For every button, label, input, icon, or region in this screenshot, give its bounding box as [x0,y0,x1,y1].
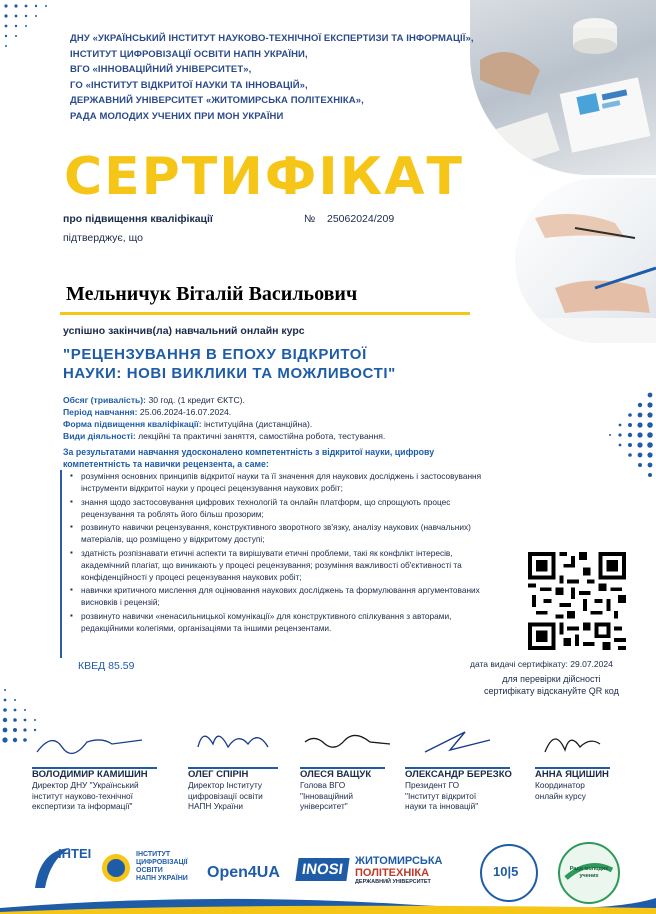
signatory-position: Голова ВГО "Інноваційний університет" [300,780,354,811]
name-underline [60,312,470,315]
volume-row [63,394,483,406]
signature-yatsyshyn [535,722,615,762]
certificate-title: СЕРТИФІКАТ [64,147,464,207]
signatory-berezko [405,722,525,812]
volume-value: 30 год. (1 кредит ЄКТС). [148,395,245,405]
signatory-position: Президент ГО "Інститут відкритої науки та інновацій" [405,780,479,811]
list-item: ▪ здатність розпізнавати етичні аспекти та вирішувати етичні проблеми, такі як конфлікт інтересів, академічний плагіат, що виникають у процесі рецензування; розуміння важливості об'єктивності та конфіденційності у процесі рецензування наукових робіт; [63,547,503,583]
ten-five-text: 10|5 [493,864,519,879]
signatory-name: ВОЛОДИМИР КАМИШИН [32,769,148,780]
course-details [63,394,483,442]
organizations-list [70,31,490,125]
young-scientists-council-logo [556,840,622,906]
signature-spirin [188,722,283,762]
recipient-name: Мельничук Віталій Васильович [66,283,358,305]
ztu-text-line: ДЕРЖАВНИЙ УНІВЕРСИТЕТ [355,879,431,885]
signatory-name: ОЛЕГ СПІРІН [188,769,249,780]
signatory-yatsyshyn [535,722,635,801]
activity-row [63,430,483,442]
ztu-text-line: ПОЛІТЕХНІКА [355,867,430,879]
ten-five-logo [478,842,540,904]
top-photo [470,0,656,175]
form-row [63,418,483,430]
signatory-position: Координатор онлайн курсу [535,780,586,801]
ztu-logo [355,855,475,885]
org-line: РАДА МОЛОДИХ УЧЕНИХ ПРИ МОН УКРАЇНИ [70,110,284,122]
confirms-text: підтверджує, що [63,232,143,244]
period-label: Період навчання: [63,407,138,417]
completed-course-text: успішно закінчив(ла) навчальний онлайн курс [63,325,305,337]
number-label: № [304,213,316,225]
handwriting-illustration [515,178,656,343]
signatory-name: ОЛЕСЯ ВАЩУК [300,769,372,780]
office-desk-illustration [470,0,656,175]
signatory-position: Директор ДНУ "Український інститут науково-технічної експертизи та інформації" [32,780,139,811]
results-heading: За результатами навчання удосконалено компетентність з відкритої науки, цифрову компетентність та навички рецензента, а саме: [63,447,435,469]
ucdo-text-line: ІНСТИТУТ [136,851,171,858]
issue-date: дата видачі сертифікату: 29.07.2024 [470,659,613,669]
signatory-name: АННА ЯЦИШИН [535,769,609,780]
verify-line: сертифікату відскануйте QR код [484,686,619,696]
ucdo-logo [100,850,205,890]
period-row [63,406,483,418]
inosi-logo: INOSI [295,858,349,881]
ucdo-text-line: ЦИФРОВІЗАЦІЇ [136,859,188,866]
form-value: інституційна (дистанційна). [203,419,313,429]
ztu-text-line: ЖИТОМИРСЬКА [355,855,443,867]
young-scientists-text: Рада молодих учених [569,866,609,879]
dots-top-left-decoration [0,0,70,70]
list-item: ▪ знання щодо застосовування цифрових технологій та онлайн платформ, що спрощують процес рецензування та роблять його більш прозорим; [63,496,503,520]
signatory-vashchuk [300,722,400,812]
ucdo-text-line: ОСВІТИ [136,867,163,874]
list-item: ▪ розвинуто навички рецензування, конструктивного зворотного зв'язку, аналізу наукових (навчальних) матеріалів, що розміщено у відкритому доступі; [63,521,503,545]
org-line: ГО «ІНСТИТУТ ВІДКРИТОЇ НАУКИ ТА ІННОВАЦІЙ», [70,79,308,91]
verify-instructions [484,673,619,697]
signatory-position: Директор Інституту цифровізації освіти НАПН України [188,780,263,811]
uintei-text: ІНТЕІ [58,846,92,861]
list-item: ▪ розвинуто навички «ненасильницької комунікації» для конструктивного спілкування з авторами, редакційними колегіями, організаціями та іншими рецензентами. [63,610,503,634]
list-item: ▪ розуміння основних принципів відкритої науки та її значення для наукових досліджень і застосовування інструменти відкритої науки у процесі рецензування наукових робіт; [63,470,503,494]
signature-berezko [405,722,515,762]
skills-list [63,470,503,635]
org-line: ДЕРЖАВНИЙ УНІВЕРСИТЕТ «ЖИТОМИРСЬКА ПОЛІТЕХНІКА», [70,95,364,107]
course-title [63,345,396,383]
activity-value: лекційні та практичні заняття, самостійна робота, тестування. [138,431,386,441]
signatory-name: ОЛЕКСАНДР БЕРЕЗКО [405,769,512,780]
org-line: ДНУ «УКРАЇНСЬКИЙ ІНСТИТУТ НАУКОВО-ТЕХНІЧНОЇ ЕКСПЕРТИЗИ ТА ІНФОРМАЦІЇ», [70,33,474,44]
skills-side-bar [60,470,62,658]
course-title-line: "РЕЦЕНЗУВАННЯ В ЕПОХУ ВІДКРИТОЇ [63,346,367,363]
open4ua-logo: Open4UA [207,864,280,881]
signature-kamyshyn [32,722,152,762]
signatory-spirin [188,722,288,812]
org-line: ІНСТИТУТ ЦИФРОВІЗАЦІЇ ОСВІТИ НАПН УКРАЇНИ, [70,48,308,60]
volume-label: Обсяг (тривалість): [63,395,147,405]
form-label: Форма підвищення кваліфікації: [63,419,202,429]
uintei-logo [30,840,100,895]
kved-code: КВЕД 85.59 [78,660,135,672]
period-value: 25.06.2024-16.07.2024. [139,407,232,417]
activity-label: Види діяльності: [63,431,136,441]
signature-vashchuk [300,722,395,762]
ucdo-text-line: НАПН УКРАЇНИ [136,875,188,882]
dots-right-decoration [560,385,656,515]
qr-code[interactable] [528,552,626,650]
certificate-subtitle: про підвищення кваліфікації [63,213,213,225]
middle-photo [515,178,656,343]
verify-line: для перевірки дійсності [502,674,601,684]
org-line: ВГО «ІННОВАЦІЙНИЙ УНІВЕРСИТЕТ», [70,64,252,76]
list-item: ▪ навички критичного мислення для оцінювання наукових досліджень та формулювання аргументованих висновків і рецензій; [63,584,503,608]
certificate-number: 25062024/209 [327,213,395,225]
course-title-line: НАУКИ: НОВІ ВИКЛИКИ ТА МОЖЛИВОСТІ" [63,365,396,382]
signatory-kamyshyn [32,722,172,812]
